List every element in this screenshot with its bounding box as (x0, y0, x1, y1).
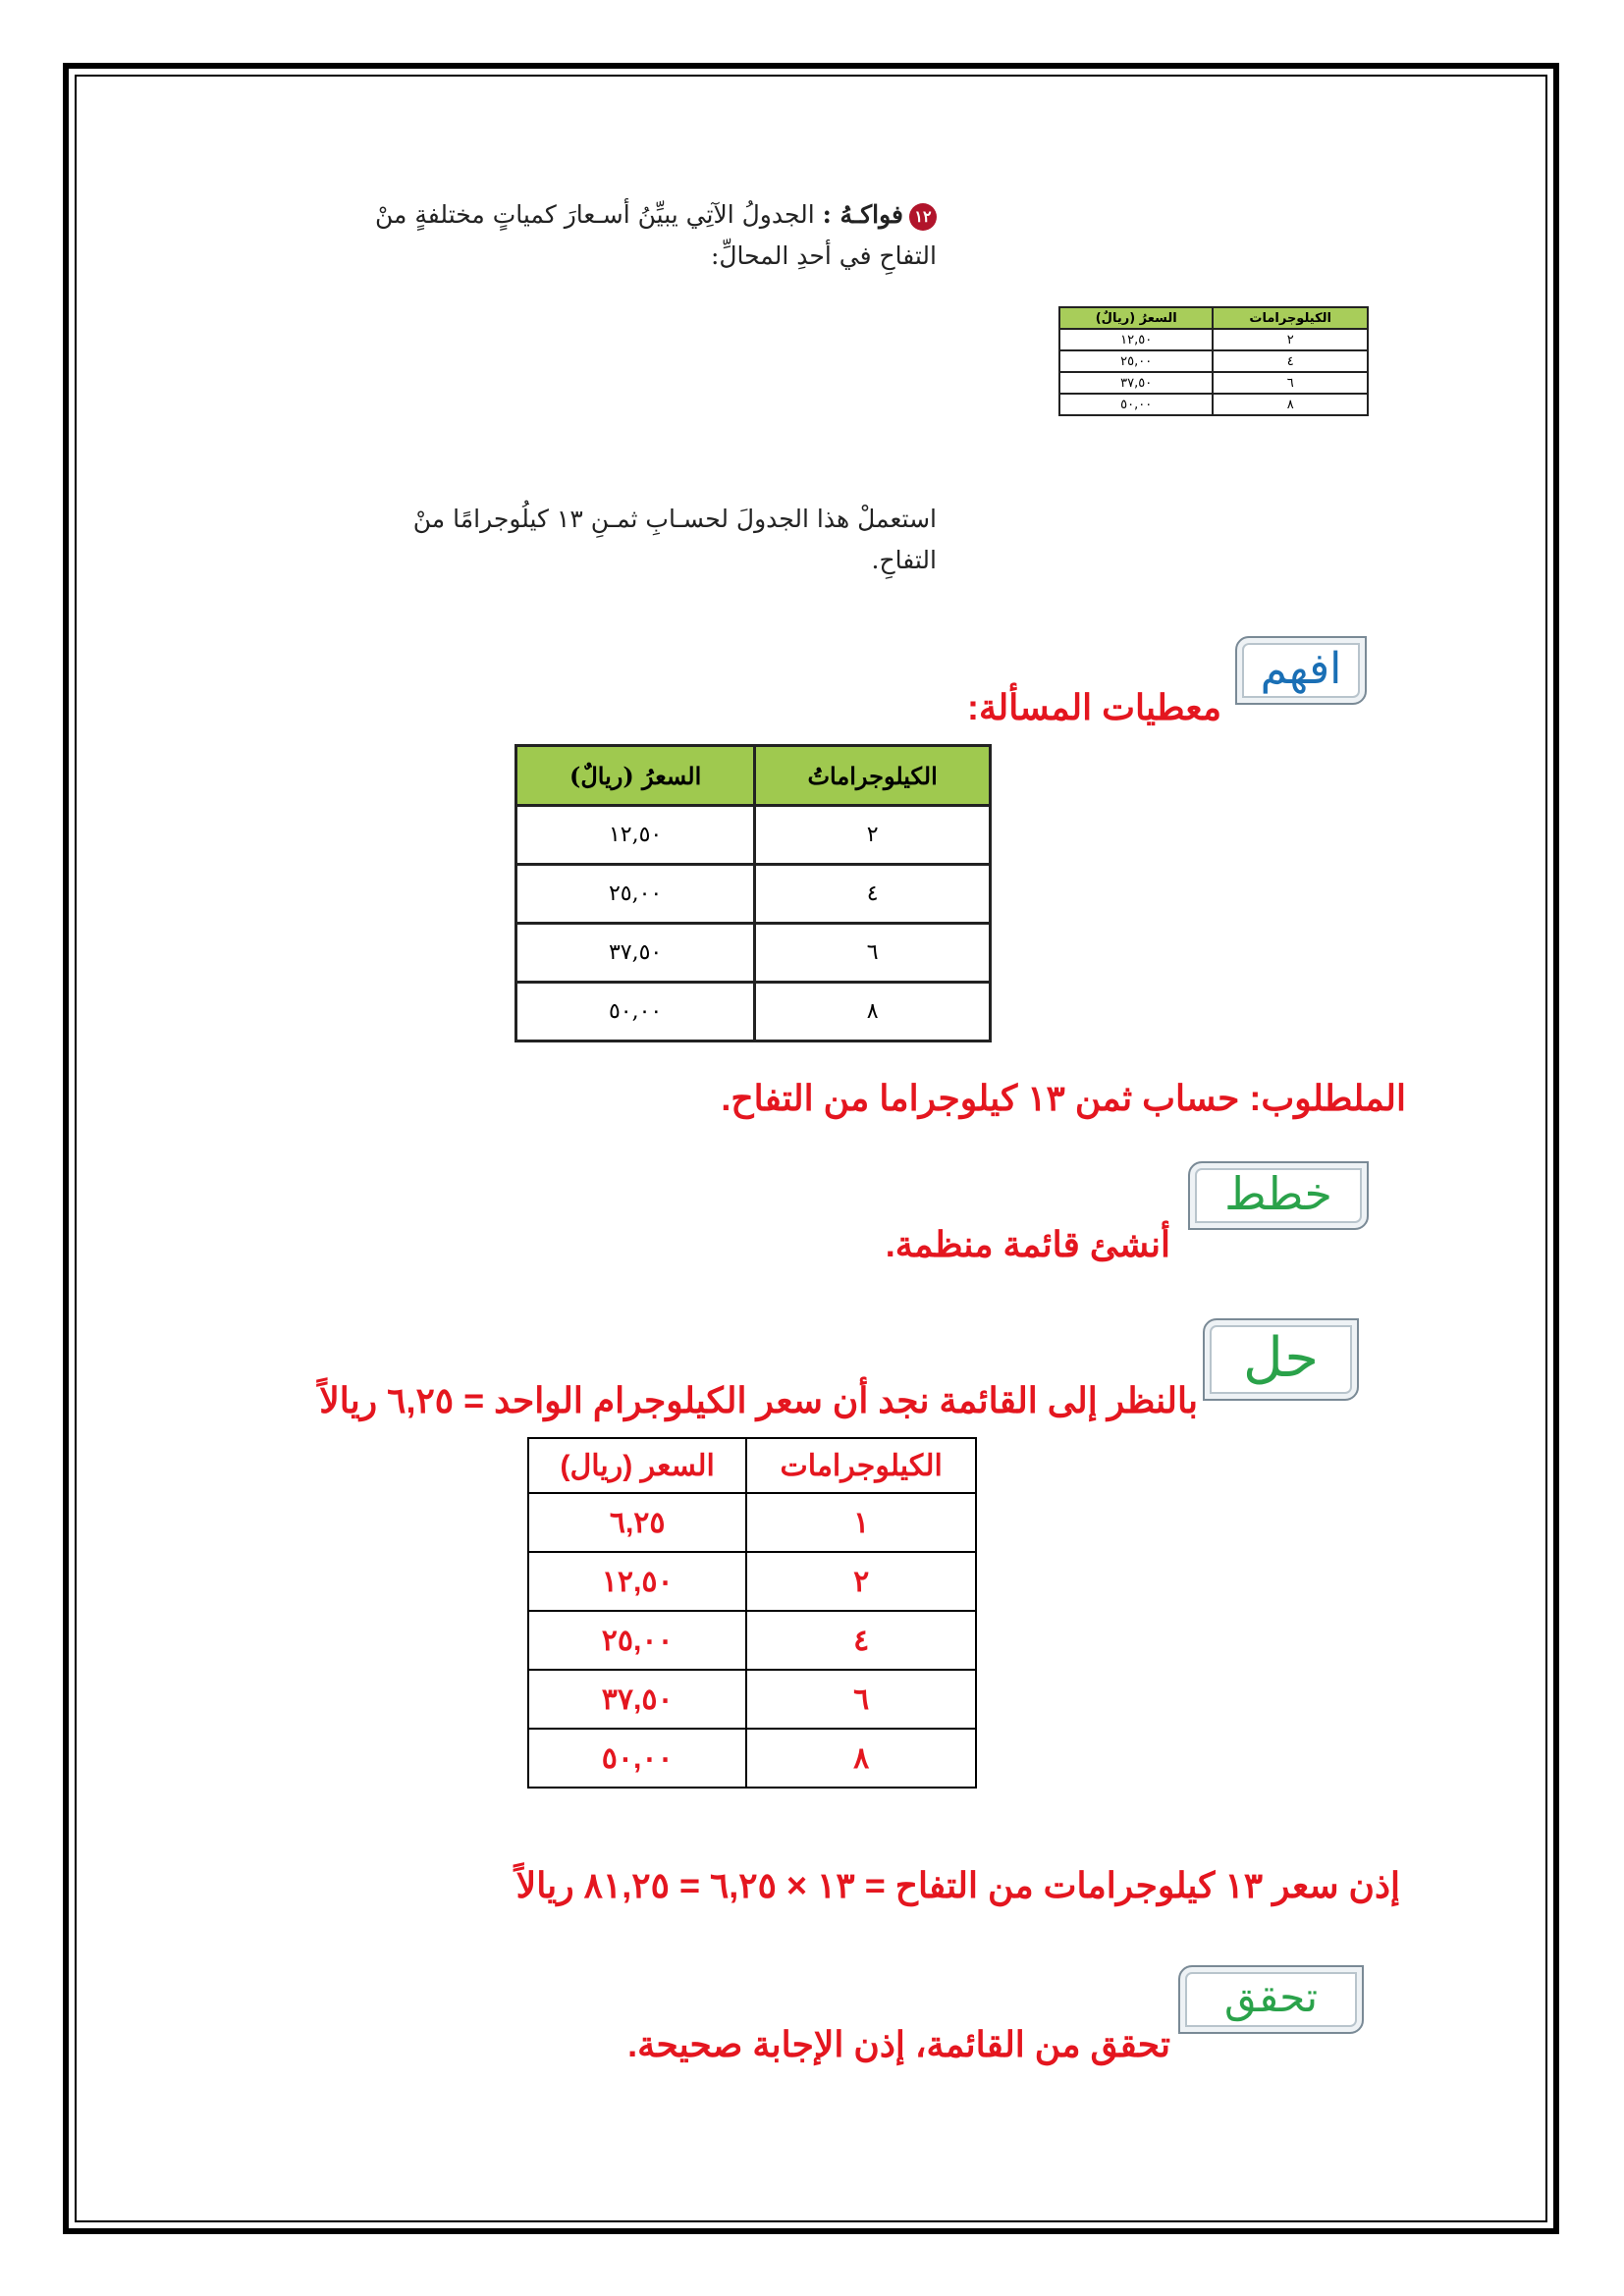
kg-cell: ٤ (1213, 350, 1368, 372)
problem-text-1: الجدولُ الآتِي يبيِّنُ أسـعارَ كمياتٍ مختلفةٍ منْ (375, 200, 815, 229)
kg-cell: ٦ (746, 1670, 976, 1729)
given-header-kg: الكيلوجراماتُ (755, 746, 991, 806)
price-cell: ٥٠,٠٠ (516, 983, 755, 1041)
price-cell: ١٢,٥٠ (528, 1552, 746, 1611)
plan-text: أنشئ قائمة منظمة. (885, 1224, 1170, 1264)
price-cell: ٣٧,٥٠ (528, 1670, 746, 1729)
table-row (516, 924, 991, 983)
table-row (516, 865, 991, 924)
table-row (1059, 350, 1368, 372)
kg-cell: ٨ (755, 983, 991, 1041)
kg-cell: ٤ (746, 1611, 976, 1670)
plan-badge-label: خطط (1224, 1167, 1332, 1220)
question-number-badge: ١٢ (909, 203, 937, 231)
kg-cell: ٢ (746, 1552, 976, 1611)
source-header-kg: الكيلوجرامات (1213, 307, 1368, 329)
check-text: تحقق من القائمة، إذن الإجابة صحيحة. (627, 2024, 1170, 2064)
price-cell: ٥٠,٠٠ (528, 1729, 746, 1788)
problem-question (289, 499, 937, 581)
kg-cell: ٦ (1213, 372, 1368, 394)
price-cell: ٣٧,٥٠ (516, 924, 755, 983)
question-line-1: استعملْ هذا الجدولَ لحسـابِ ثمـنِ ١٣ كيلُوجرامًا منْ (412, 505, 937, 533)
kg-cell: ١ (746, 1493, 976, 1552)
kg-cell: ٨ (1213, 394, 1368, 415)
solve-conclusion: إذن سعر ١٣ كيلوجرامات من التفاح = ١٣ × ٦,٢٥ = ٨١,٢٥ ريالاً (515, 1865, 1400, 1905)
table-row (1059, 372, 1368, 394)
problem-heading: فواكـهُ : (822, 200, 903, 229)
price-cell: ٢٥,٠٠ (528, 1611, 746, 1670)
table-row (528, 1552, 976, 1611)
understand-badge-label: افهم (1260, 644, 1342, 694)
kg-cell: ٦ (755, 924, 991, 983)
table-row (528, 1729, 976, 1788)
question-line-2: التفاحِ. (871, 546, 937, 574)
problem-line-1 (289, 194, 937, 236)
table-row (516, 983, 991, 1041)
price-cell: ١٢,٥٠ (516, 806, 755, 865)
organized-list-table (527, 1437, 977, 1789)
price-cell: ١٢,٥٠ (1059, 329, 1213, 350)
source-header-price: السعرُ (ريالٌ) (1059, 307, 1213, 329)
solve-text: بالنظر إلى القائمة نجد أن سعر الكيلوجرام الواحد = ٦,٢٥ ريالاً (319, 1380, 1198, 1420)
given-header-price: السعرُ (ريالٌ) (516, 746, 755, 806)
kg-cell: ٤ (755, 865, 991, 924)
price-cell: ٦,٢٥ (528, 1493, 746, 1552)
plan-badge (1188, 1161, 1369, 1230)
understand-badge (1235, 636, 1367, 705)
price-cell: ٢٥,٠٠ (516, 865, 755, 924)
required-statement: الملطلوب: حساب ثمن ١٣ كيلوجراما من التفاح. (721, 1078, 1406, 1118)
problem-line-2: التفاحِ في أحدِ المحالِّ: (710, 241, 937, 270)
table-row (528, 1611, 976, 1670)
source-price-table (1058, 306, 1369, 416)
problem-statement (289, 194, 937, 277)
table-row (1059, 394, 1368, 415)
table-row (1059, 329, 1368, 350)
kg-cell: ٢ (755, 806, 991, 865)
price-cell: ٥٠,٠٠ (1059, 394, 1213, 415)
table-row (516, 806, 991, 865)
given-data-table (514, 744, 992, 1042)
check-badge (1178, 1965, 1364, 2034)
table-row (528, 1670, 976, 1729)
kg-cell: ٨ (746, 1729, 976, 1788)
check-badge-label: تحقق (1223, 1973, 1319, 2021)
list-header-kg: الكيلوجرامات (746, 1438, 976, 1493)
price-cell: ٣٧,٥٠ (1059, 372, 1213, 394)
table-row (528, 1493, 976, 1552)
price-cell: ٢٥,٠٠ (1059, 350, 1213, 372)
solve-badge-label: حل (1242, 1326, 1320, 1390)
understand-label: معطيات المسألة: (966, 687, 1221, 727)
solve-badge (1203, 1318, 1359, 1401)
list-header-price: السعر (ريال) (528, 1438, 746, 1493)
kg-cell: ٢ (1213, 329, 1368, 350)
